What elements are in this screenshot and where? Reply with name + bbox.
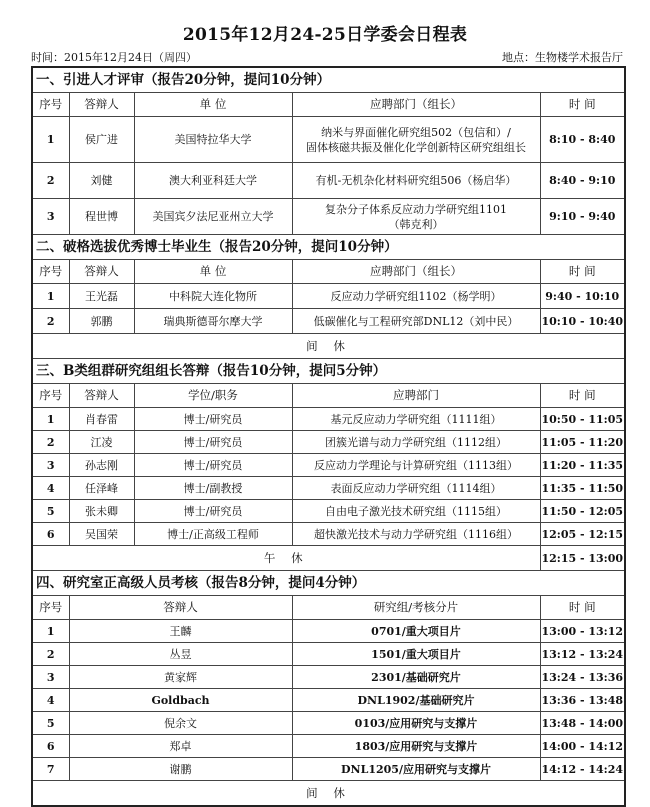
row-no: 5: [32, 500, 69, 523]
row-title: 博士/副教授: [134, 477, 292, 500]
table-row: [32, 199, 625, 235]
header-no: 序号: [32, 384, 69, 408]
table-row: [32, 523, 625, 546]
header-no: 序号: [32, 93, 69, 117]
row-name: 倪余文: [69, 712, 292, 735]
row-group: 0701/重大项目片: [292, 620, 540, 643]
table-row: [32, 117, 625, 163]
row-name: 程世博: [69, 199, 134, 235]
header-row: [32, 596, 625, 620]
table-row: [32, 689, 625, 712]
row-no: 6: [32, 523, 69, 546]
row-title: 博士/研究员: [134, 431, 292, 454]
table-row: [32, 643, 625, 666]
dept-line: 复杂分子体系反应动力学研究组1101: [325, 202, 507, 216]
row-group: DNL1205/应用研究与支撑片: [292, 758, 540, 781]
header-time: 时 间: [540, 384, 625, 408]
table-row: [32, 284, 625, 309]
table-row: [32, 620, 625, 643]
row-no: 2: [32, 309, 69, 334]
row-time: 11:35 - 11:50: [540, 477, 625, 500]
row-time: 10:50 - 11:05: [540, 408, 625, 431]
row-dept: 自由电子激光技术研究组（1115组）: [292, 500, 540, 523]
table-row: [32, 163, 625, 199]
row-dept: 基元反应动力学研究组（1111组）: [292, 408, 540, 431]
row-group: 1803/应用研究与支撑片: [292, 735, 540, 758]
row-dept: 表面反应动力学研究组（1114组）: [292, 477, 540, 500]
table-row: [32, 666, 625, 689]
row-name: 张未卿: [69, 500, 134, 523]
header-name: 答辩人: [69, 596, 292, 620]
row-time: 11:20 - 11:35: [540, 454, 625, 477]
row-name: Goldbach: [69, 689, 292, 712]
row-dept: 有机-无机杂化材料研究组506（杨启华）: [292, 163, 540, 199]
row-no: 2: [32, 643, 69, 666]
header-dept: 应聘部门（组长）: [292, 260, 540, 284]
row-dept: 反应动力学理论与计算研究组（1113组）: [292, 454, 540, 477]
row-dept: [292, 199, 540, 235]
header-time: 时 间: [540, 596, 625, 620]
row-no: 2: [32, 163, 69, 199]
header-no: 序号: [32, 260, 69, 284]
table-row: [32, 431, 625, 454]
section1-heading: 一、引进人才评审（报告20分钟，提问10分钟）: [32, 67, 625, 93]
row-name: 侯广进: [69, 117, 134, 163]
row-name: 王光磊: [69, 284, 134, 309]
row-time: 13:00 - 13:12: [540, 620, 625, 643]
break-label: 间 休: [32, 334, 625, 359]
meeting-time: 时间：2015年12月24日（周四）: [31, 51, 197, 64]
row-name: 丛昱: [69, 643, 292, 666]
row-dept: 超快激光技术与动力学研究组（1116组）: [292, 523, 540, 546]
row-time: 8:40 - 9:10: [540, 163, 625, 199]
dept-line: （韩克利）: [388, 217, 444, 231]
row-name: 黄家辉: [69, 666, 292, 689]
table-row: [32, 712, 625, 735]
schedule-table: [31, 66, 626, 807]
header-dept: 应聘部门: [292, 384, 540, 408]
row-dept: 团簇光谱与动力学研究组（1112组）: [292, 431, 540, 454]
section-heading-row: [32, 571, 625, 596]
section-heading-row: [32, 235, 625, 260]
row-name: 江凌: [69, 431, 134, 454]
section-heading-row: [32, 359, 625, 384]
break-row: [32, 334, 625, 359]
header-row: [32, 260, 625, 284]
table-row: [32, 454, 625, 477]
row-dept: 反应动力学研究组1102（杨学明）: [292, 284, 540, 309]
header-dept: 应聘部门（组长）: [292, 93, 540, 117]
header-name: 答辩人: [69, 260, 134, 284]
row-unit: 澳大利亚科廷大学: [134, 163, 292, 199]
row-time: 13:36 - 13:48: [540, 689, 625, 712]
row-unit: 中科院大连化物所: [134, 284, 292, 309]
row-name: 刘健: [69, 163, 134, 199]
lunch-break-time: 12:15 - 13:00: [540, 546, 625, 571]
row-time: 13:48 - 14:00: [540, 712, 625, 735]
header-unit: 单 位: [134, 260, 292, 284]
row-group: DNL1902/基础研究片: [292, 689, 540, 712]
break-label: 间 休: [32, 781, 625, 807]
header-name: 答辩人: [69, 93, 134, 117]
table-row: [32, 735, 625, 758]
row-time: 9:10 - 9:40: [540, 199, 625, 235]
row-time: 14:00 - 14:12: [540, 735, 625, 758]
meeting-place: 地点：生物楼学术报告厅: [502, 51, 623, 64]
row-name: 谢鹏: [69, 758, 292, 781]
row-name: 郑卓: [69, 735, 292, 758]
table-row: [32, 309, 625, 334]
break-row: [32, 781, 625, 807]
lunch-break-label: 午 休: [32, 546, 540, 571]
row-time: 8:10 - 8:40: [540, 117, 625, 163]
dept-line: 纳米与界面催化研究组502（包信和）/: [321, 125, 511, 139]
row-no: 1: [32, 284, 69, 309]
row-no: 1: [32, 408, 69, 431]
row-name: 吴国荣: [69, 523, 134, 546]
row-unit: 瑞典斯德哥尔摩大学: [134, 309, 292, 334]
row-title: 博士/正高级工程师: [134, 523, 292, 546]
row-dept: [292, 117, 540, 163]
header-row: [32, 93, 625, 117]
row-no: 2: [32, 431, 69, 454]
page-title: 2015年12月24-25日学委会日程表: [182, 25, 468, 45]
row-title: 博士/研究员: [134, 500, 292, 523]
header-time: 时 间: [540, 260, 625, 284]
section4-heading: 四、研究室正高级人员考核（报告8分钟，提问4分钟）: [32, 571, 625, 596]
row-time: 11:05 - 11:20: [540, 431, 625, 454]
row-unit: 美国特拉华大学: [134, 117, 292, 163]
row-time: 9:40 - 10:10: [540, 284, 625, 309]
row-name: 郭鹏: [69, 309, 134, 334]
row-group: 2301/基础研究片: [292, 666, 540, 689]
row-name: 孙志刚: [69, 454, 134, 477]
row-name: 王麟: [69, 620, 292, 643]
row-time: 10:10 - 10:40: [540, 309, 625, 334]
row-dept: 低碳催化与工程研究部DNL12（刘中民）: [292, 309, 540, 334]
header-title: 学位/职务: [134, 384, 292, 408]
row-no: 5: [32, 712, 69, 735]
table-row: [32, 758, 625, 781]
table-row: [32, 408, 625, 431]
row-time: 11:50 - 12:05: [540, 500, 625, 523]
row-no: 1: [32, 117, 69, 163]
row-name: 肖春雷: [69, 408, 134, 431]
header-row: [32, 384, 625, 408]
row-no: 3: [32, 666, 69, 689]
row-no: 4: [32, 689, 69, 712]
table-row: [32, 477, 625, 500]
row-time: 13:12 - 13:24: [540, 643, 625, 666]
row-group: 0103/应用研究与支撑片: [292, 712, 540, 735]
row-no: 6: [32, 735, 69, 758]
row-no: 7: [32, 758, 69, 781]
row-group: 1501/重大项目片: [292, 643, 540, 666]
row-title: 博士/研究员: [134, 408, 292, 431]
lunch-break-row: [32, 546, 625, 571]
header-group: 研究组/考核分片: [292, 596, 540, 620]
dept-line: 固体核磁共振及催化化学创新特区研究组组长: [306, 140, 526, 154]
header-no: 序号: [32, 596, 69, 620]
header-unit: 单 位: [134, 93, 292, 117]
header-name: 答辩人: [69, 384, 134, 408]
table-row: [32, 500, 625, 523]
row-unit: 美国宾夕法尼亚州立大学: [134, 199, 292, 235]
row-title: 博士/研究员: [134, 454, 292, 477]
header-time: 时 间: [540, 93, 625, 117]
row-time: 13:24 - 13:36: [540, 666, 625, 689]
row-no: 3: [32, 454, 69, 477]
section3-heading: 三、B类组群研究组组长答辩（报告10分钟，提问5分钟）: [32, 359, 625, 384]
row-name: 任泽峰: [69, 477, 134, 500]
row-time: 12:05 - 12:15: [540, 523, 625, 546]
row-time: 14:12 - 14:24: [540, 758, 625, 781]
row-no: 4: [32, 477, 69, 500]
row-no: 3: [32, 199, 69, 235]
section2-heading: 二、破格选拔优秀博士毕业生（报告20分钟，提问10分钟）: [32, 235, 625, 260]
row-no: 1: [32, 620, 69, 643]
section-heading-row: [32, 67, 625, 93]
